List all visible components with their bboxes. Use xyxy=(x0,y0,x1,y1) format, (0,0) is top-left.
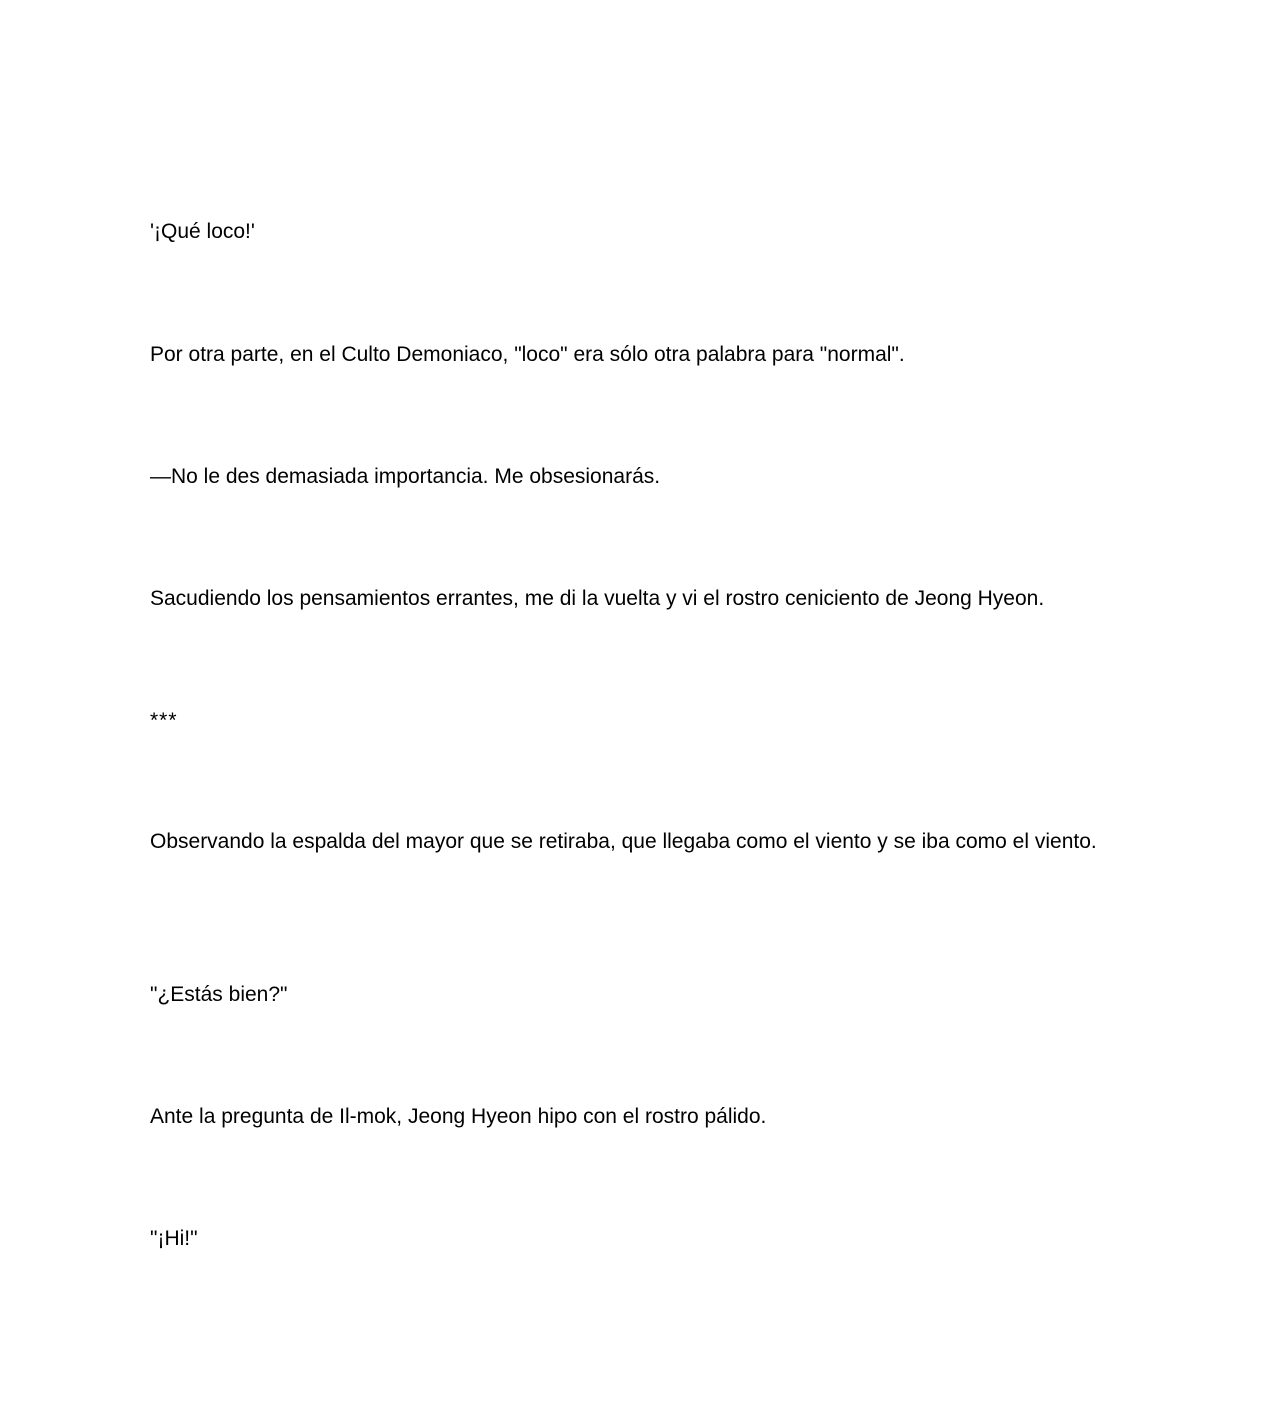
paragraph-narration: Ante la pregunta de Il-mok, Jeong Hyeon hipo con el rostro pálido. xyxy=(150,1105,767,1128)
paragraph-narration: Por otra parte, en el Culto Demoniaco, "loco" era sólo otra palabra para "normal". xyxy=(150,343,905,366)
scene-break: *** xyxy=(150,709,178,732)
paragraph-dialogue: "¡Hi!" xyxy=(150,1227,198,1250)
paragraph-dialogue: —No le des demasiada importancia. Me obsesionarás. xyxy=(150,465,661,488)
paragraph-dialogue: "¿Estás bien?" xyxy=(150,983,288,1006)
paragraph-narration: Sacudiendo los pensamientos errantes, me di la vuelta y vi el rostro ceniciento de Jeong Hyeon. xyxy=(150,587,1045,610)
paragraph-exclamation: '¡Qué loco!' xyxy=(150,220,255,243)
paragraph-narration: Observando la espalda del mayor que se retiraba, que llegaba como el viento y se iba como el viento. xyxy=(150,830,1097,853)
